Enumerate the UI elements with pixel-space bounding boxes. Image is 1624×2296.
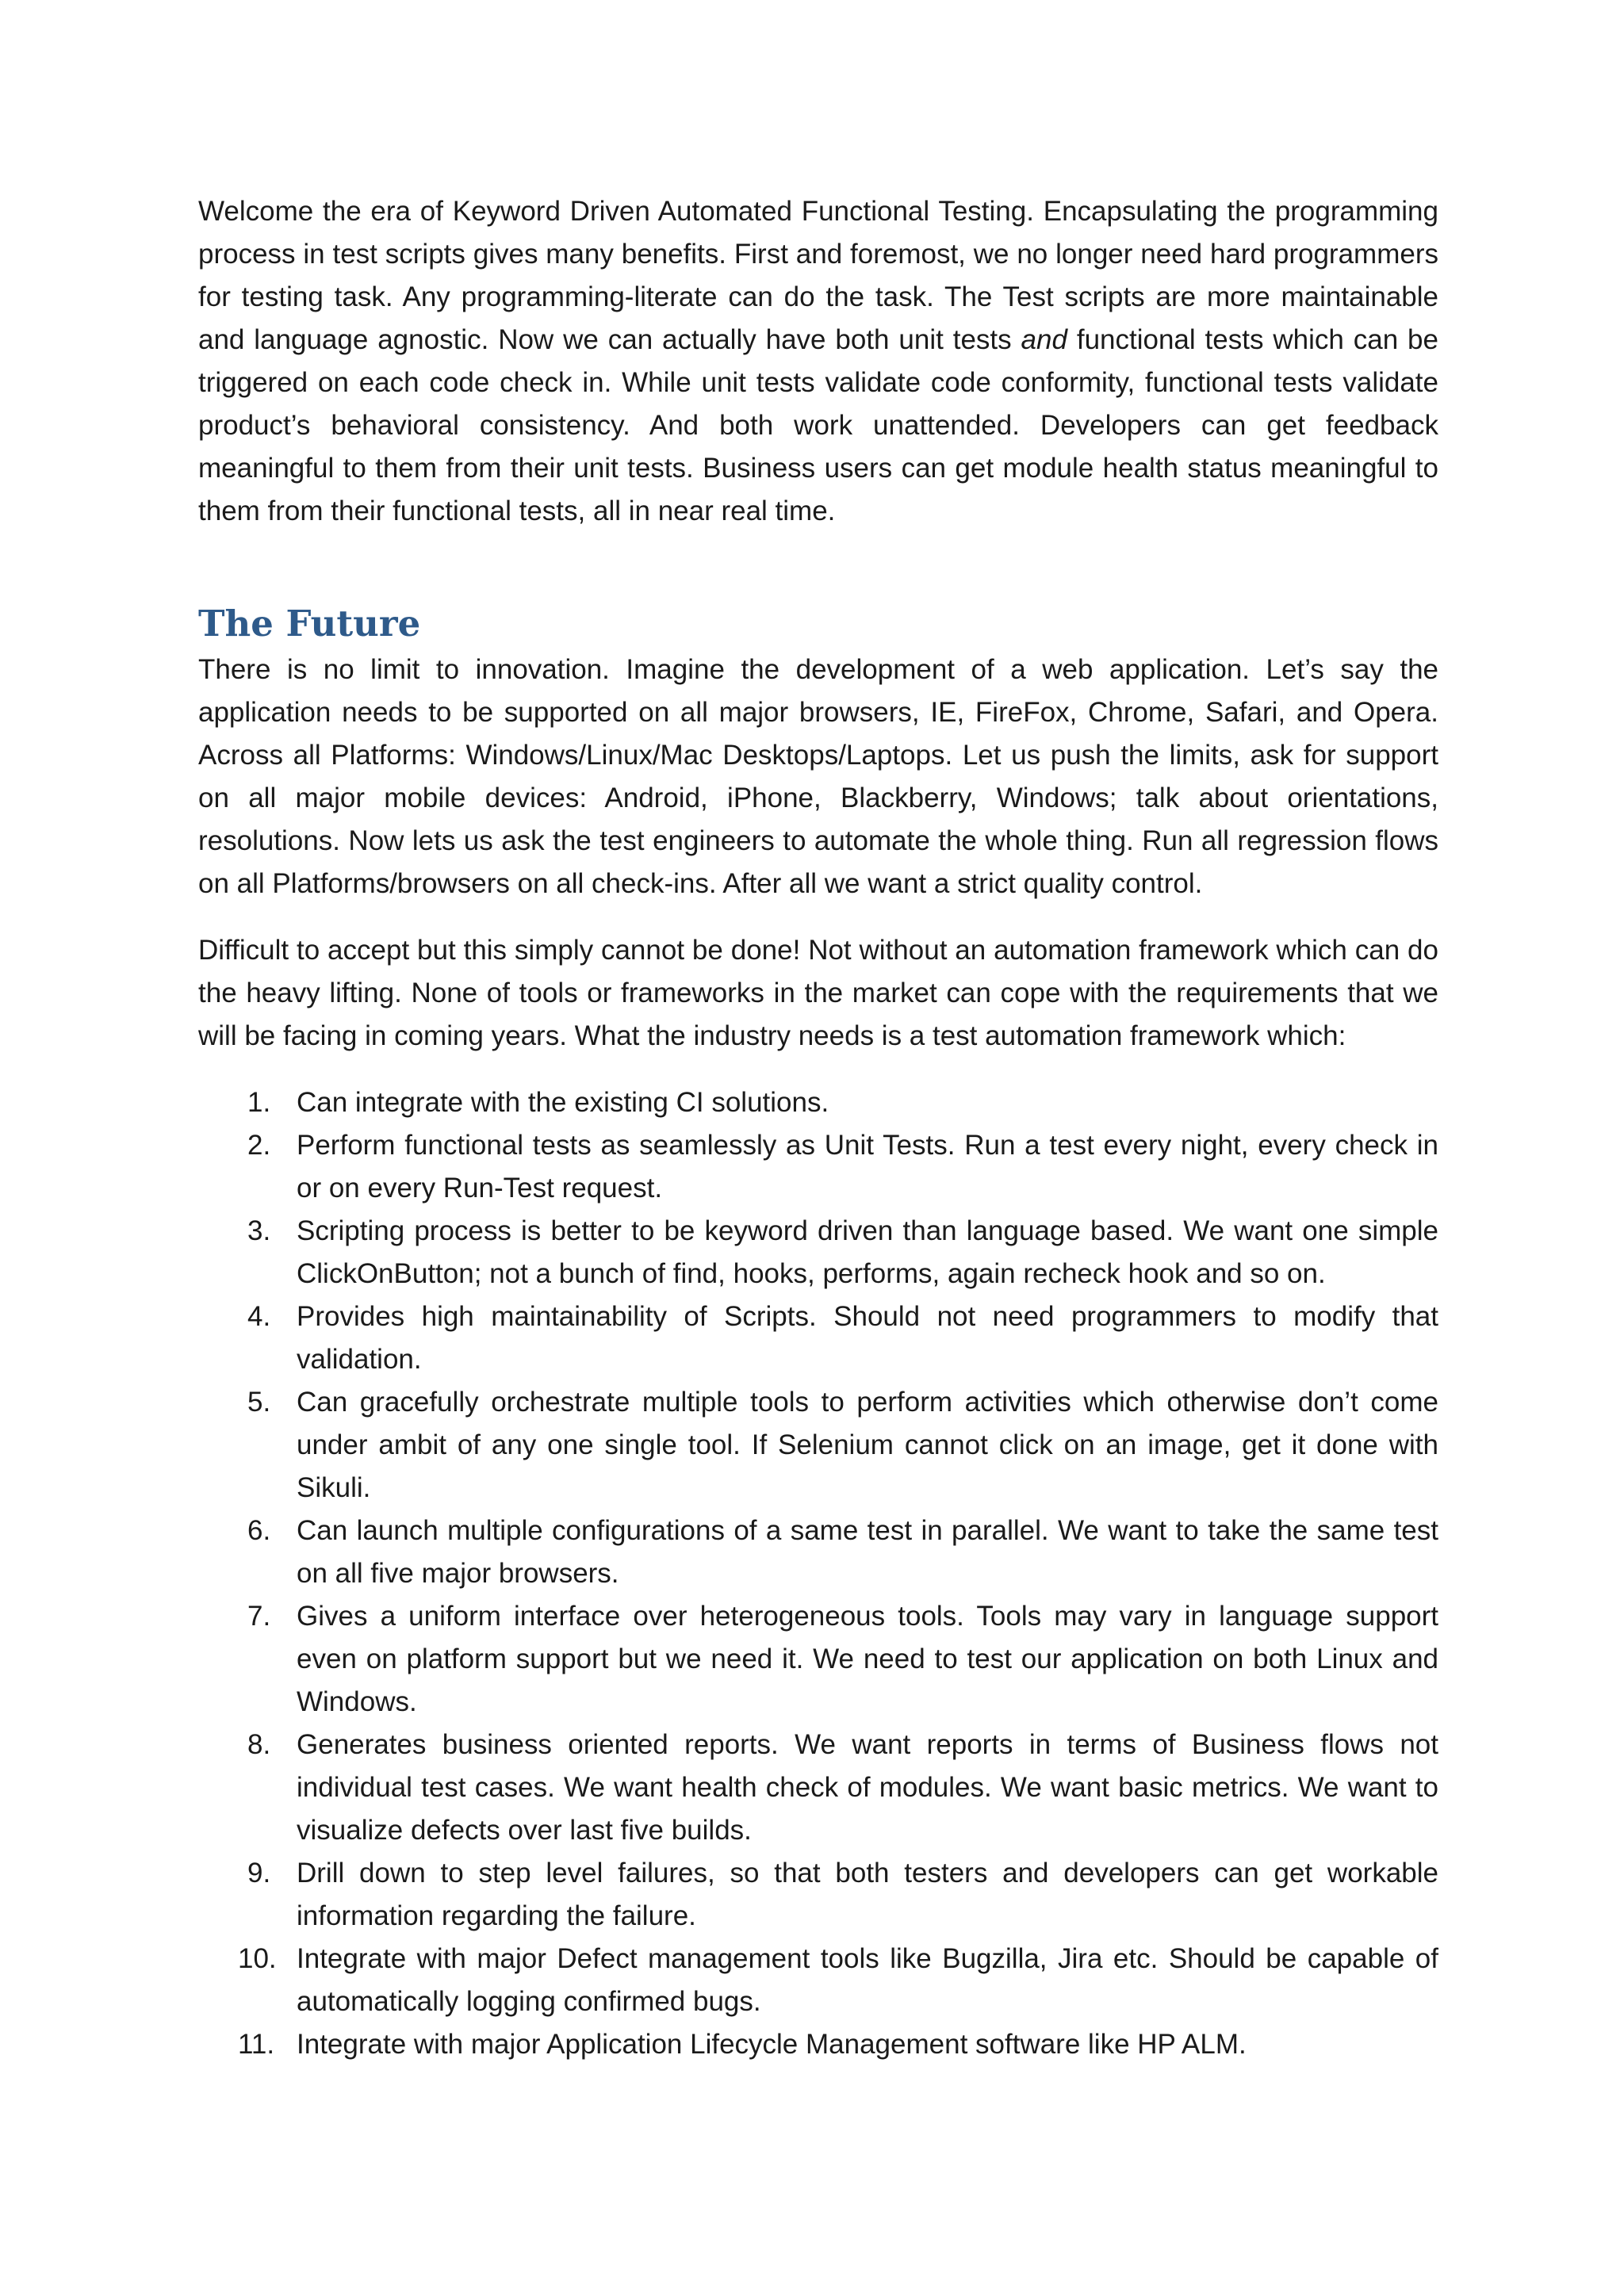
document-page — [198, 190, 1438, 2066]
list-item-text: Can integrate with the existing CI solutions. — [297, 1087, 829, 1118]
list-item-number: 4. — [247, 1301, 271, 1332]
list-item — [198, 1938, 1438, 2023]
list-item — [198, 1381, 1438, 1510]
list-item-number: 9. — [247, 1858, 271, 1888]
list-item-text: Generates business oriented reports. We want reports in terms of Business flows not individual test cases. We want health check of modules. We want basic metrics. We want to visualize defects over last five builds. — [297, 1729, 1438, 1846]
list-item-text: Gives a uniform interface over heterogeneous tools. Tools may vary in language support even on platform support but we need it. We need to test our application on both Linux and Windows. — [297, 1601, 1438, 1717]
difficult-paragraph: Difficult to accept but this simply cannot be done! Not without an automation framework which can do the heavy lifting. None of tools or frameworks in the market can cope with the requirements that we will be facing in coming years. What the industry needs is a test automation framework which: — [198, 935, 1438, 1051]
list-item — [198, 1210, 1438, 1295]
list-item — [198, 1295, 1438, 1381]
list-item-number: 3. — [247, 1215, 271, 1246]
list-item-number: 10. — [238, 1943, 277, 1974]
list-item-text: Provides high maintainability of Scripts. Should not need programmers to modify that validation. — [297, 1301, 1438, 1375]
list-item — [198, 1510, 1438, 1595]
list-item-number: 2. — [247, 1130, 271, 1161]
future-paragraph: There is no limit to innovation. Imagine the development of a web application. Let’s say the application needs to be supported on all major browsers, IE, FireFox, Chrome, Safari, and Opera. Across all Platforms: Windows/Linux/Mac Desktops/Laptops. Let us push the limits, ask for support on all major mobile devices: Android, iPhone, Blackberry, Windows; talk about orientations, resolutions. Now lets us ask the test engineers to automate the whole thing. Run all regression flows on all Platforms/browsers on all check-ins. After all we want a strict quality control. — [198, 654, 1438, 899]
list-item-number: 1. — [247, 1087, 271, 1118]
list-item-number: 6. — [247, 1515, 271, 1546]
list-item-number: 7. — [247, 1601, 271, 1632]
list-item — [198, 1595, 1438, 1724]
intro-text-start: Welcome the era of Keyword Driven Automated Functional Testing. Encapsulating the programming process in test scripts gives many benefits. First and foremost, we no longer need hard programmers for testing task. Any programming-literate can do the task. The Test scripts are more maintainable and language agnostic. Now we can actually have both unit tests — [198, 196, 1438, 355]
intro-text-end: functional tests which can be triggered on each code check in. While unit tests validate code conformity, functional tests validate product’s behavioral consistency. And both work unattended. Developers can get feedback meaningful to them from their unit tests. Business users can get module health status meaningful to them from their functional tests, all in near real time. — [198, 324, 1438, 526]
list-item — [198, 1852, 1438, 1938]
list-item-text: Perform functional tests as seamlessly as Unit Tests. Run a test every night, every check in or on every Run-Test request. — [297, 1130, 1438, 1203]
list-item-text: Can gracefully orchestrate multiple tools to perform activities which otherwise don’t come under ambit of any one single tool. If Selenium cannot click on an image, get it done with Sikuli. — [297, 1387, 1438, 1503]
list-item-text: Drill down to step level failures, so that both testers and developers can get workable information regarding the failure. — [297, 1858, 1438, 1931]
list-item — [198, 1081, 1438, 1124]
list-item — [198, 1724, 1438, 1852]
intro-paragraph — [198, 190, 1438, 533]
section-heading-future: The Future — [198, 603, 421, 645]
list-item — [198, 1124, 1438, 1210]
list-item-text: Scripting process is better to be keyword driven than language based. We want one simple ClickOnButton; not a bunch of find, hooks, performs, again recheck hook and so on. — [297, 1215, 1438, 1289]
requirements-list — [198, 1081, 1438, 2066]
list-item — [198, 2023, 1438, 2066]
list-item-number: 11. — [238, 2029, 275, 2060]
intro-emphasis: and — [1021, 324, 1067, 355]
list-item-number: 5. — [247, 1387, 271, 1418]
list-item-text: Integrate with major Application Lifecycle Management software like HP ALM. — [297, 2029, 1247, 2060]
list-item-text: Integrate with major Defect management tools like Bugzilla, Jira etc. Should be capable of automatically logging confirmed bugs. — [297, 1943, 1438, 2017]
list-item-number: 8. — [247, 1729, 271, 1760]
list-item-text: Can launch multiple configurations of a same test in parallel. We want to take the same test on all five major browsers. — [297, 1515, 1438, 1589]
